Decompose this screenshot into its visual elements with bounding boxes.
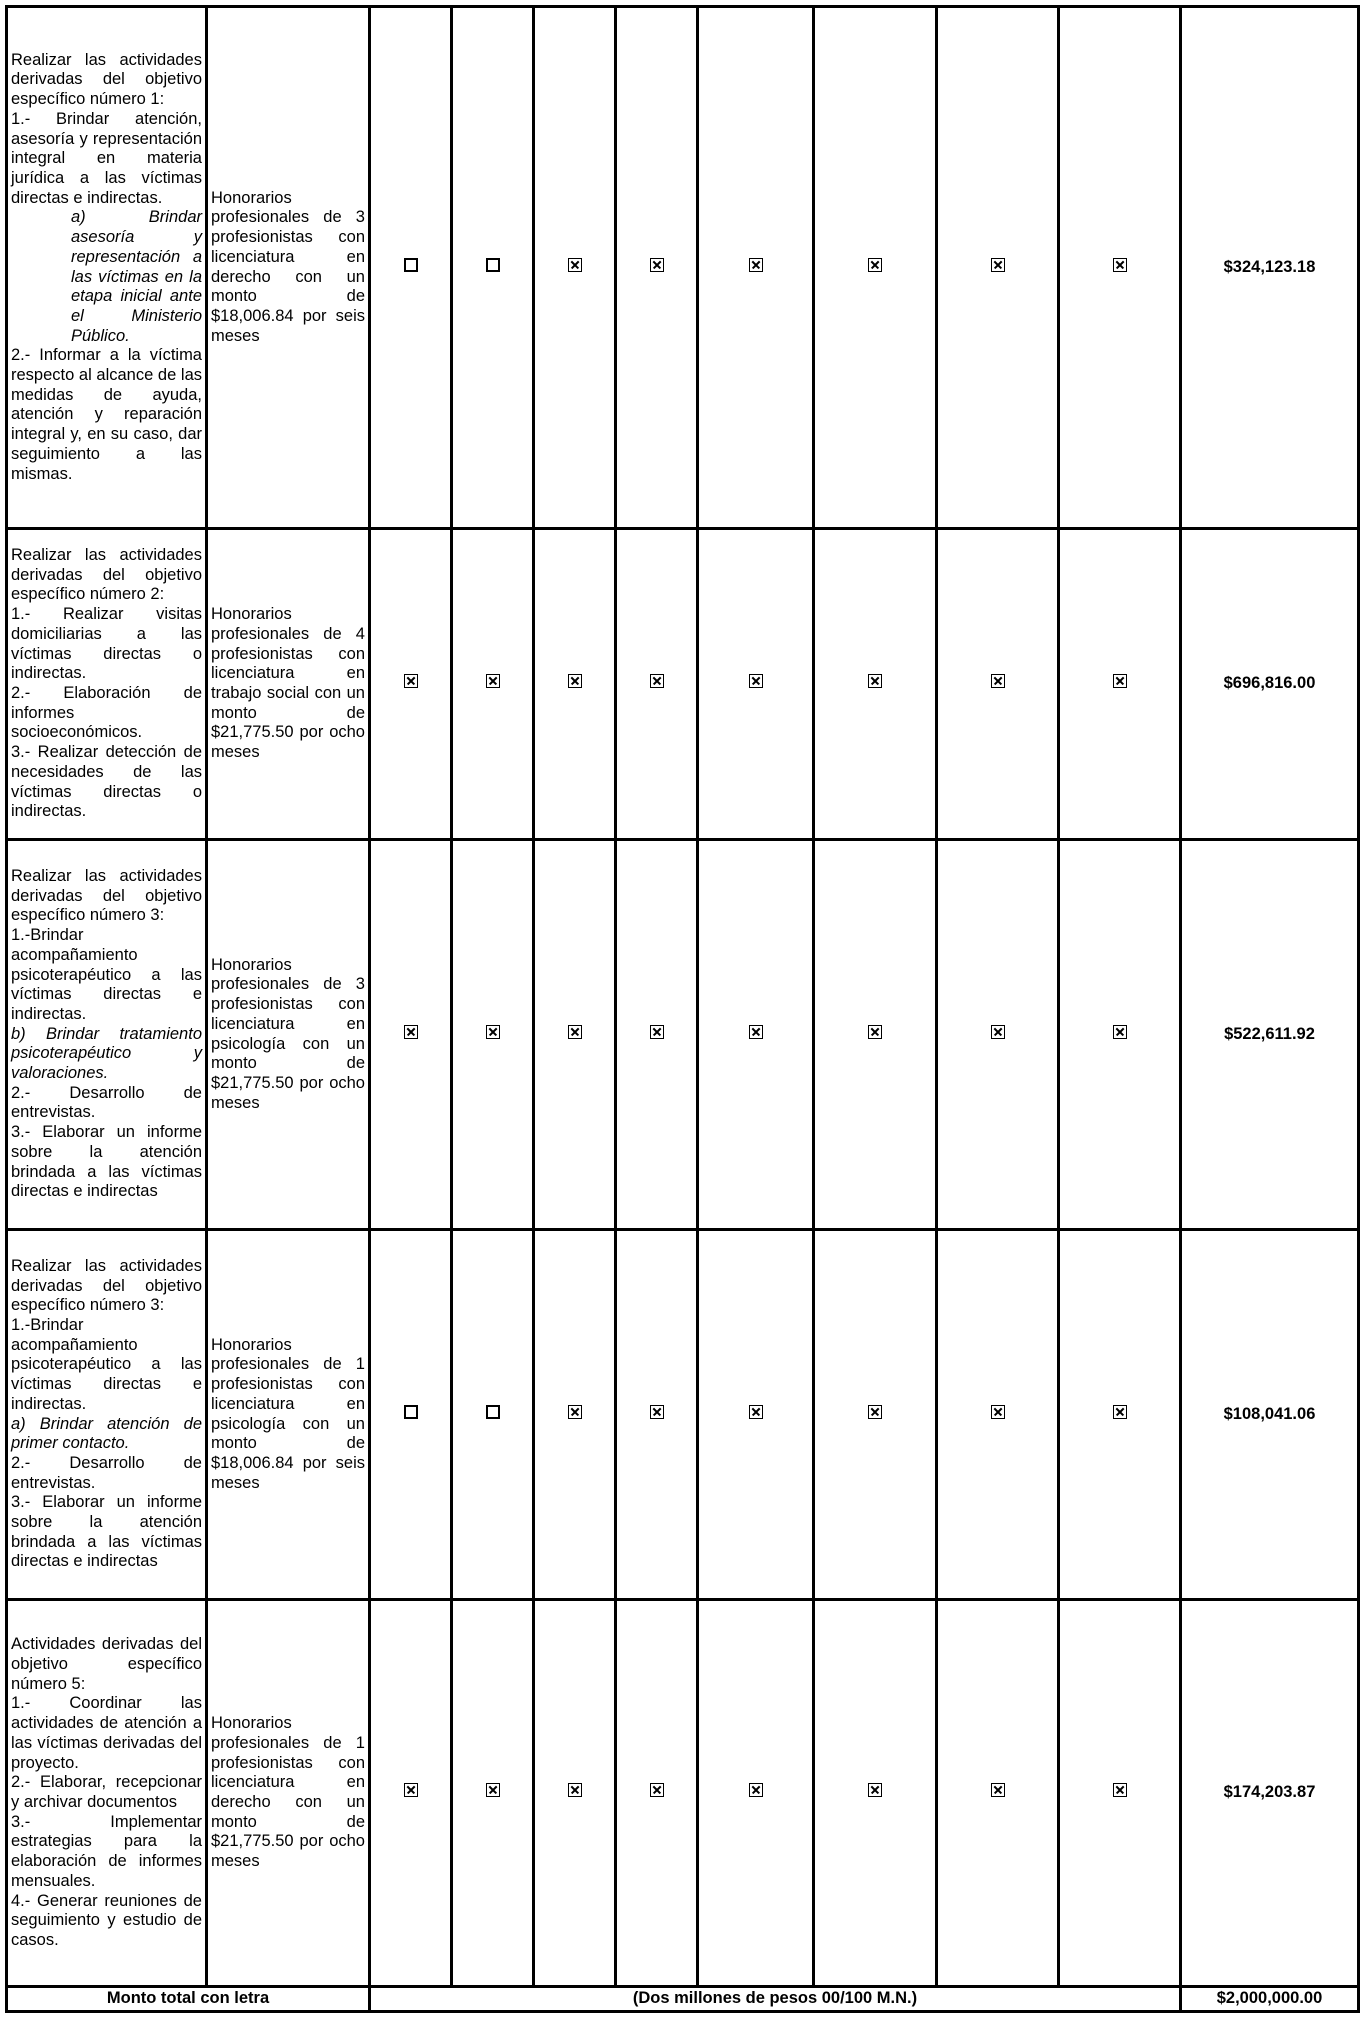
empty-box-icon (404, 1405, 418, 1419)
month-cell (370, 529, 452, 840)
month-cell (814, 840, 937, 1230)
activity-line: 1.- Brindar atención, asesoría y representación integral en materia jurídica a las víctimas directas e indirectas. (11, 109, 202, 207)
total-row (7, 1987, 1359, 2012)
checked-box-icon (650, 1405, 664, 1419)
empty-box-icon (404, 258, 418, 272)
activity-line: 4.- Generar reuniones de seguimiento y estudio de casos. (11, 1891, 202, 1949)
month-cell (937, 1230, 1059, 1600)
checked-box-icon (868, 674, 882, 688)
month-cell (937, 840, 1059, 1230)
activity-line: 2.- Elaborar, recepcionar y archivar documentos (11, 1773, 202, 1811)
month-cell (1059, 1600, 1181, 1987)
checked-box-icon (991, 1405, 1005, 1419)
month-cell (616, 1600, 698, 1987)
checked-box-icon (650, 1783, 664, 1797)
checked-box-icon (404, 1783, 418, 1797)
month-cell (616, 1230, 698, 1600)
checked-box-icon (486, 1025, 500, 1039)
checked-box-icon (1113, 258, 1127, 272)
activity-line: a) Brindar atención de primer contacto. (11, 1414, 202, 1453)
amount-cell: $522,611.92 (1181, 840, 1359, 1230)
checked-box-icon (868, 1405, 882, 1419)
total-in-words: (Dos millones de pesos 00/100 M.N.) (370, 1987, 1181, 2012)
empty-box-icon (486, 1405, 500, 1419)
month-cell (616, 529, 698, 840)
activity-cell (7, 529, 207, 840)
checked-box-icon (568, 258, 582, 272)
checked-box-icon (991, 674, 1005, 688)
checked-box-icon (486, 674, 500, 688)
checked-box-icon (568, 674, 582, 688)
total-amount: $2,000,000.00 (1181, 1987, 1359, 2012)
month-cell (698, 529, 814, 840)
month-cell (814, 529, 937, 840)
activity-line: 2.- Desarrollo de entrevistas. (11, 1083, 202, 1122)
amount-cell: $108,041.06 (1181, 1230, 1359, 1600)
amount-cell: $696,816.00 (1181, 529, 1359, 840)
month-cell (814, 7, 937, 529)
activity-cell (7, 840, 207, 1230)
activity-line: 2.- Informar a la víctima respecto al alcance de las medidas de ayuda, atención y reparación integral y, en su caso, dar seguimiento a las mismas. (11, 346, 202, 483)
activity-cell (7, 1230, 207, 1600)
month-cell (1059, 1230, 1181, 1600)
description-cell: Honorarios profesionales de 4 profesionistas con licenciatura en trabajo social con un monto de $21,775.50 por ocho meses (207, 529, 370, 840)
month-cell (370, 7, 452, 529)
checked-box-icon (749, 258, 763, 272)
checked-box-icon (749, 674, 763, 688)
month-cell (452, 1600, 534, 1987)
month-cell (937, 1600, 1059, 1987)
checked-box-icon (568, 1783, 582, 1797)
table-row (7, 840, 1359, 1230)
checked-box-icon (1113, 1783, 1127, 1797)
month-cell (452, 7, 534, 529)
month-cell (370, 1230, 452, 1600)
activity-line: 3.- Elaborar un informe sobre la atención brindada a las víctimas directas e indirectas (11, 1123, 202, 1201)
checked-box-icon (404, 1025, 418, 1039)
checked-box-icon (650, 1025, 664, 1039)
checked-box-icon (1113, 674, 1127, 688)
month-cell (534, 1600, 616, 1987)
table-row (7, 529, 1359, 840)
activity-line: 2.- Elaboración de informes socioeconómicos. (11, 684, 202, 742)
month-cell (937, 7, 1059, 529)
month-cell (814, 1600, 937, 1987)
month-cell (698, 1600, 814, 1987)
table-row (7, 1230, 1359, 1600)
description-cell: Honorarios profesionales de 3 profesionistas con licenciatura en derecho con un monto de $18,006.84 por seis meses (207, 7, 370, 529)
month-cell (814, 1230, 937, 1600)
checked-box-icon (991, 1783, 1005, 1797)
budget-table (5, 5, 1360, 2013)
month-cell (452, 840, 534, 1230)
checked-box-icon (568, 1405, 582, 1419)
checked-box-icon (404, 674, 418, 688)
activity-line: a) Brindar asesoría y representación a las víctimas en la etapa inicial ante el Ministerio Público. (71, 208, 202, 345)
checked-box-icon (868, 1025, 882, 1039)
activity-cell (7, 1600, 207, 1987)
table-row (7, 7, 1359, 529)
activity-intro: Realizar las actividades derivadas del objetivo específico número 2: (11, 546, 202, 604)
activity-line: 1.-Brindar acompañamiento psicoterapéutico a las víctimas directas e indirectas. (11, 1315, 202, 1413)
activity-line: 3.- Implementar estrategias para la elaboración de informes mensuales. (11, 1812, 202, 1890)
month-cell (698, 7, 814, 529)
description-cell: Honorarios profesionales de 3 profesionistas con licenciatura en psicología con un monto de $21,775.50 por ocho meses (207, 840, 370, 1230)
month-cell (452, 1230, 534, 1600)
month-cell (534, 840, 616, 1230)
checked-box-icon (650, 674, 664, 688)
activity-line: 2.- Desarrollo de entrevistas. (11, 1453, 202, 1492)
table-row (7, 1600, 1359, 1987)
activity-line: b) Brindar tratamiento psicoterapéutico y valoraciones. (11, 1024, 202, 1083)
checked-box-icon (749, 1783, 763, 1797)
month-cell (698, 1230, 814, 1600)
checked-box-icon (568, 1025, 582, 1039)
activity-intro: Realizar las actividades derivadas del objetivo específico número 3: (11, 1256, 202, 1315)
total-label: Monto total con letra (7, 1987, 370, 2012)
description-cell: Honorarios profesionales de 1 profesionistas con licenciatura en derecho con un monto de $21,775.50 por ocho meses (207, 1600, 370, 1987)
table-body (7, 7, 1359, 1987)
activity-intro: Realizar las actividades derivadas del objetivo específico número 3: (11, 867, 202, 925)
month-cell (1059, 529, 1181, 840)
checked-box-icon (650, 258, 664, 272)
description-cell: Honorarios profesionales de 1 profesionistas con licenciatura en psicología con un monto de $18,006.84 por seis meses (207, 1230, 370, 1600)
activity-cell (7, 7, 207, 529)
month-cell (616, 7, 698, 529)
activity-line: 3.- Elaborar un informe sobre la atención brindada a las víctimas directas e indirectas (11, 1493, 202, 1571)
checked-box-icon (749, 1025, 763, 1039)
activity-line: 3.- Realizar detección de necesidades de las víctimas directas o indirectas. (11, 743, 202, 821)
month-cell (698, 840, 814, 1230)
month-cell (370, 1600, 452, 1987)
month-cell (452, 529, 534, 840)
amount-cell: $174,203.87 (1181, 1600, 1359, 1987)
checked-box-icon (486, 1783, 500, 1797)
amount-cell: $324,123.18 (1181, 7, 1359, 529)
activity-intro: Actividades derivadas del objetivo específico número 5: (11, 1635, 202, 1693)
checked-box-icon (1113, 1405, 1127, 1419)
activity-line: 1.- Realizar visitas domiciliarias a las víctimas directas o indirectas. (11, 605, 202, 683)
activity-line: 1.- Coordinar las actividades de atención a las víctimas derivadas del proyecto. (11, 1694, 202, 1772)
month-cell (370, 840, 452, 1230)
activity-intro: Realizar las actividades derivadas del objetivo específico número 1: (11, 50, 202, 109)
activity-line: 1.-Brindar acompañamiento psicoterapéutico a las víctimas directas e indirectas. (11, 926, 202, 1023)
checked-box-icon (749, 1405, 763, 1419)
checked-box-icon (991, 1025, 1005, 1039)
month-cell (1059, 7, 1181, 529)
checked-box-icon (868, 1783, 882, 1797)
month-cell (534, 7, 616, 529)
month-cell (616, 840, 698, 1230)
month-cell (937, 529, 1059, 840)
empty-box-icon (486, 258, 500, 272)
checked-box-icon (1113, 1025, 1127, 1039)
checked-box-icon (991, 258, 1005, 272)
checked-box-icon (868, 258, 882, 272)
month-cell (534, 529, 616, 840)
month-cell (1059, 840, 1181, 1230)
month-cell (534, 1230, 616, 1600)
